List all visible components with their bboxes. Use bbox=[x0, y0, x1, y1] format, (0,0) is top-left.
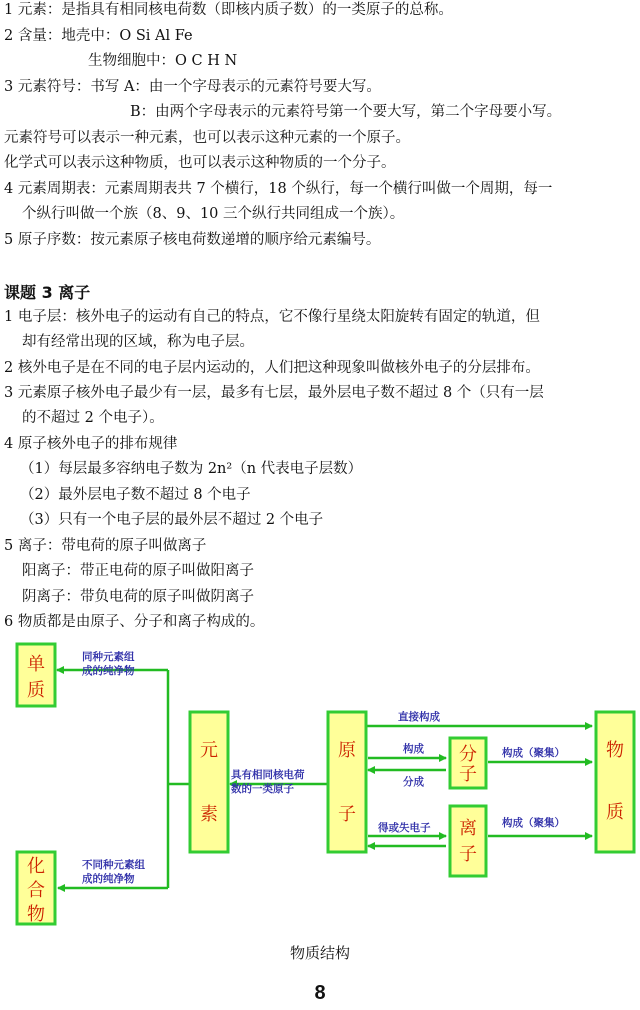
label-split: 分成 bbox=[403, 776, 424, 788]
text-line: B：由两个字母表示的元素符号第一个要大写，第二个字母要小写。 bbox=[130, 104, 562, 120]
text-line: 5 离子：带电荷的原子叫做离子 bbox=[4, 538, 207, 554]
text-line: 阴离子：带负电荷的原子叫做阴离子 bbox=[22, 589, 254, 605]
box-char: 质 bbox=[27, 680, 45, 701]
text-line: 2 含量：地壳中：O Si Al Fe bbox=[4, 28, 193, 44]
label-compose-gather-ion: 构成（聚集） bbox=[502, 817, 565, 829]
label-same-element-1: 同种元素组 bbox=[82, 651, 135, 663]
text-line: 化学式可以表示这种物质，也可以表示这种物质的一个分子。 bbox=[4, 155, 396, 171]
text-line: 个纵行叫做一个族（8、9、10 三个纵行共同组成一个族）。 bbox=[22, 206, 405, 222]
label-diff-element-1: 不同种元素组 bbox=[82, 859, 145, 871]
box-char: 素 bbox=[200, 804, 218, 825]
box-char: 合 bbox=[27, 880, 45, 901]
text-line: 4 原子核外电子的排布规律 bbox=[4, 436, 178, 452]
text-line: （2）最外层电子数不超过 8 个电子 bbox=[20, 487, 251, 503]
box-char: 离 bbox=[459, 818, 477, 839]
matter-structure-diagram bbox=[0, 640, 640, 940]
box-char: 元 bbox=[200, 740, 218, 761]
substance-box bbox=[596, 712, 634, 852]
box-char: 物 bbox=[606, 740, 624, 761]
text-line: （3）只有一个电子层的最外层不超过 2 个电子 bbox=[20, 512, 324, 528]
text-line: 2 核外电子是在不同的电子层内运动的，人们把这种现象叫做核外电子的分层排布。 bbox=[4, 360, 540, 376]
label-gain-lose-electron: 得或失电子 bbox=[378, 822, 431, 834]
text-line: 却有经常出现的区域，称为电子层。 bbox=[22, 334, 254, 350]
figure-caption: 物质结构 bbox=[289, 944, 350, 962]
label-same-charge-1: 具有相同核电荷 bbox=[231, 769, 305, 781]
label-diff-element-2: 成的纯净物 bbox=[82, 873, 135, 885]
box-char: 化 bbox=[27, 856, 45, 877]
text-line: 生物细胞中：O C H N bbox=[88, 53, 238, 69]
label-compose-gather-molecule: 构成（聚集） bbox=[502, 747, 565, 759]
text-line: 4 元素周期表：元素周期表共 7 个横行，18 个纵行，每一个横行叫做一个周期，每一 bbox=[4, 181, 553, 197]
section-heading: 课题 3 离子 bbox=[4, 283, 91, 302]
text-line: 6 物质都是由原子、分子和离子构成的。 bbox=[4, 614, 265, 630]
label-same-element-2: 成的纯净物 bbox=[82, 665, 135, 677]
text-line: 5 原子序数：按元素原子核电荷数递增的顺序给元素编号。 bbox=[4, 232, 381, 248]
label-direct-compose: 直接构成 bbox=[398, 711, 440, 723]
box-char: 单 bbox=[27, 654, 45, 675]
box-char: 分 bbox=[459, 744, 477, 765]
compound-label bbox=[27, 856, 45, 925]
text-line: 1 电子层：核外电子的运动有自己的特点，它不像行星绕太阳旋转有固定的轨道，但 bbox=[4, 309, 540, 325]
molecule-label bbox=[459, 744, 477, 785]
page-number: 8 bbox=[314, 982, 326, 1004]
box-char: 物 bbox=[27, 904, 45, 925]
text-line: 3 元素符号：书写 A：由一个字母表示的元素符号要大写。 bbox=[4, 79, 381, 95]
element-box bbox=[190, 712, 228, 852]
text-line: （1）每层最多容纳电子数为 2n²（n 代表电子层数） bbox=[20, 461, 363, 477]
box-char: 原 bbox=[338, 740, 356, 761]
box-char: 子 bbox=[459, 764, 477, 785]
ion-box bbox=[450, 806, 486, 876]
label-same-charge-2: 数的一类原子 bbox=[231, 783, 294, 795]
text-line: 元素符号可以表示一种元素，也可以表示这种元素的一个原子。 bbox=[4, 130, 410, 146]
atom-box bbox=[328, 712, 366, 852]
text-line: 3 元素原子核外电子最少有一层，最多有七层，最外层电子数不超过 8 个（只有一层 bbox=[4, 385, 544, 401]
box-char: 子 bbox=[459, 844, 477, 865]
text-line: 阳离子：带正电荷的原子叫做阳离子 bbox=[22, 563, 254, 579]
label-compose: 构成 bbox=[403, 743, 424, 755]
box-char: 子 bbox=[338, 804, 356, 825]
text-line: 1 元素：是指具有相同核电荷数（即核内质子数）的一类原子的总称。 bbox=[4, 2, 453, 18]
text-line: 的不超过 2 个电子）。 bbox=[22, 410, 164, 426]
box-char: 质 bbox=[606, 802, 624, 823]
